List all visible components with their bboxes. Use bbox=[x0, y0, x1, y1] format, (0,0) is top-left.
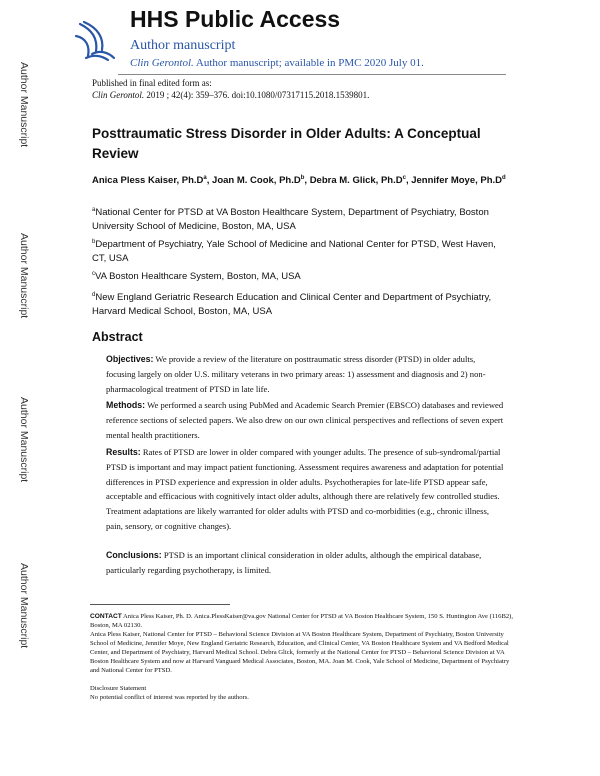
affiliation-mark: d bbox=[92, 291, 96, 298]
author-affiliation-mark: c bbox=[402, 174, 406, 181]
contact-footnote bbox=[90, 613, 520, 631]
paper-title: Posttraumatic Stress Disorder in Older Adults: A Conceptual Review bbox=[92, 126, 481, 161]
section-text: PTSD is an important clinical consideration in older adults, although the empirical database, particularly regarding psychotherapy, is limited. bbox=[106, 550, 482, 575]
section-text: We performed a search using PubMed and Academic Search Premier (EBSCO) databases and reviewed reference sections of selected papers. We also drew on our own clinical perspectives and reflections of seven expert mental health practitioners. bbox=[106, 400, 504, 440]
section-label: Objectives: bbox=[106, 354, 154, 364]
affiliation-text: New England Geriatric Research Education and Clinical Center and Department of Psychiatry, Harvard Medical School, Boston, MA, USA bbox=[92, 292, 492, 317]
side-label-bar bbox=[0, 0, 40, 776]
hhs-logo-icon bbox=[72, 16, 118, 62]
affiliation bbox=[92, 270, 512, 284]
author-affiliation-mark: d bbox=[502, 174, 506, 181]
affiliation bbox=[92, 206, 512, 234]
affiliation bbox=[92, 238, 512, 266]
citation-details: 2019 ; 42(4): 359–376. doi:10.1080/07317115.2018.1539801. bbox=[144, 90, 370, 100]
author-name: Debra M. Glick, Ph.D bbox=[309, 175, 403, 186]
abstract-results bbox=[106, 445, 506, 534]
author-affiliation-mark: a bbox=[203, 174, 207, 181]
abstract-methods bbox=[106, 398, 506, 442]
author-name: Jennifer Moye, Ph.D bbox=[411, 175, 503, 186]
hhs-subtitle: Author manuscript bbox=[130, 38, 236, 53]
author-list: Anica Pless Kaiser, $Ph.D^a$, Joan M. Cook, $Ph.D^b$, Debra M. Glick, $Ph.D^c$, Jennifer Moye, $Ph.D^d$ bbox=[92, 174, 506, 186]
footnote-divider bbox=[90, 604, 230, 605]
section-label: Methods: bbox=[106, 400, 146, 410]
availability-line bbox=[130, 57, 424, 69]
author-affiliation-mark: b bbox=[300, 174, 305, 181]
published-label: Published in final edited form as: bbox=[92, 78, 212, 88]
author-name: Joan M. Cook, Ph.D bbox=[212, 175, 301, 186]
author-name: Anica Pless Kaiser, Ph.D bbox=[92, 175, 204, 186]
journal-name: Clin Gerontol. bbox=[130, 57, 194, 69]
citation bbox=[92, 90, 369, 100]
disclosure-text: No potential conflict of interest was reported by the authors. bbox=[90, 694, 249, 701]
availability-text: Author manuscript; available in PMC 2020 July 01. bbox=[193, 57, 424, 69]
hhs-title: HHS Public Access bbox=[130, 6, 341, 32]
affiliation-mark: c bbox=[92, 270, 95, 277]
affiliation-mark: a bbox=[92, 206, 96, 213]
side-label: Author Manuscript bbox=[18, 233, 30, 319]
section-text: We provide a review of the literature on posttraumatic stress disorder (PTSD) in older adults, focusing largely on older U.S. military veterans in two primary areas: 1) assessment and diagnosis and 2) non-pharmacological treatment of PTSD in late life. bbox=[106, 354, 486, 394]
abstract-conclusions bbox=[106, 548, 506, 578]
disclosure-heading: Disclosure Statement bbox=[90, 685, 147, 692]
side-label: Author Manuscript bbox=[18, 563, 30, 649]
section-label: Conclusions: bbox=[106, 550, 162, 560]
citation-journal: Clin Gerontol. bbox=[92, 90, 145, 100]
side-label: Author Manuscript bbox=[18, 62, 30, 148]
section-text: Rates of PTSD are lower in older compared with younger adults. The presence of sub-syndromal/partial PTSD is important and may impact patient functioning. Assessment requires awareness and adaptation for potential differences in PTSD experience and expression in older adults. Psychotherapies for late-life PTSD appear safe, acceptable and efficacious with cognitively intact older adults, although there are relatively few controlled studies. Treatment adaptations are likely warranted for older adults with PTSD and co-morbidities (e.g., chronic illness, pain, sensory, or cognitive changes). bbox=[106, 447, 504, 531]
contact-text: Anica Pless Kaiser, Ph. D. Anica.PlessKaiser@va.gov National Center for PTSD at VA Boston Healthcare System, 150 S. Huntington Ave (116B2), Boston, MA 02130. bbox=[90, 613, 514, 629]
affiliation-text: Department of Psychiatry, Yale School of Medicine and National Center for PTSD, West Haven, CT, USA bbox=[92, 239, 496, 264]
affiliation-text: National Center for PTSD at VA Boston Healthcare System, Department of Psychiatry, Boston University School of Medicine, Boston, MA, USA bbox=[92, 207, 489, 232]
contact-label: CONTACT bbox=[90, 613, 122, 620]
abstract-objectives bbox=[106, 352, 506, 396]
abstract-heading: Abstract bbox=[92, 330, 143, 344]
section-label: Results: bbox=[106, 447, 141, 457]
affiliation-text: VA Boston Healthcare System, Boston, MA, USA bbox=[95, 271, 301, 282]
affiliation-mark: b bbox=[92, 238, 96, 245]
affiliation bbox=[92, 291, 512, 319]
author-details-footnote: Anica Pless Kaiser, National Center for PTSD – Behavioral Science Division at VA Boston Healthcare System, Department of Psychiatry, Boston University School of Medicine, Jennifer Moye, New England Geriatric Research, Education, and Clinical Center, VA Boston Healthcare System and VA Bedford Medical Center, and Department of Psychiatry, Harvard Medical School. Debra Glick, formerly at the National Center for PTSD – Behavioral Science Division at VA Boston Healthcare System and now at Harvard Vanguard Medical Associates, Boston, MA. Joan M. Cook, Yale School of Medicine, Department of Psychiatry and National Center for PTSD. bbox=[90, 631, 510, 674]
side-label: Author Manuscript bbox=[18, 397, 30, 483]
header-divider bbox=[118, 74, 506, 75]
